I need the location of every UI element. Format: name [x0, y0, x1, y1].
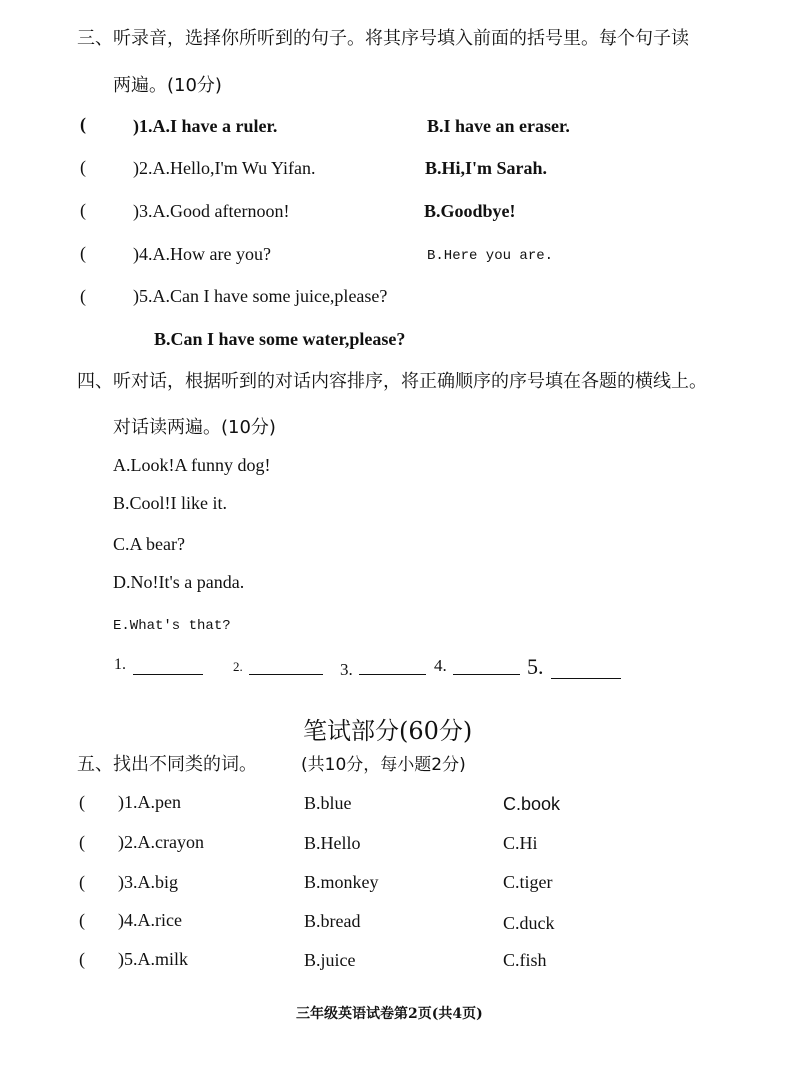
- blank-2-label: 2.: [233, 659, 243, 674]
- s5-item2-a: )2.A.crayon: [118, 832, 204, 852]
- s4-option-b: B.Cool!I like it.: [113, 493, 227, 513]
- s5-item1-c: C.book: [503, 794, 561, 814]
- s5-item1-b: B.blue: [304, 793, 352, 813]
- s3-item2-b: B.Hi,I'm Sarah.: [425, 158, 548, 178]
- s3-paren-2: (: [80, 157, 86, 177]
- s3-item2-a: )2.A.Hello,I'm Wu Yifan.: [133, 158, 316, 178]
- s3-item1-b: B.I have an eraser.: [427, 116, 570, 136]
- section3-heading: 三、听录音，选择你所听到的句子。将其序号填入前面的括号里。每个句子读: [77, 28, 689, 49]
- s3-item3-b: B.Goodbye!: [424, 201, 516, 221]
- s5-paren-3: (: [79, 872, 85, 892]
- s5-item5-b: B.juice: [304, 950, 356, 970]
- s5-item5-a: )5.A.milk: [118, 949, 188, 969]
- blank-2-line[interactable]: [249, 674, 323, 675]
- s3-item1-a: )1.A.I have a ruler.: [133, 116, 278, 136]
- s3-item5-b: B.Can I have some water,please?: [154, 329, 406, 349]
- s5-item3-b: B.monkey: [304, 872, 379, 892]
- s4-option-d: D.No!It's a panda.: [113, 572, 245, 592]
- s3-paren-3: (: [80, 200, 86, 220]
- s3-item4-a: )4.A.How are you?: [133, 244, 271, 264]
- blank-5-line[interactable]: [551, 678, 621, 679]
- section4-heading: 四、听对话，根据听到的对话内容排序，将正确顺序的序号填在各题的横线上。: [77, 371, 707, 392]
- s3-paren-4: (: [80, 243, 86, 263]
- s5-item5-c: C.fish: [503, 950, 547, 970]
- s3-item4-b: B.Here you are.: [427, 248, 554, 264]
- s5-paren-2: (: [79, 832, 85, 852]
- section5-heading: 五、找出不同类的词。: [77, 754, 257, 775]
- section3-heading-cont: 两遍。(10分): [113, 75, 222, 96]
- s5-item4-c: C.duck: [503, 913, 555, 933]
- s3-item3-a: )3.A.Good afternoon!: [133, 201, 290, 221]
- blank-3-label: 3.: [340, 660, 353, 679]
- s3-item5-a: )5.A.Can I have some juice,please?: [133, 286, 388, 306]
- s5-item1-a: )1.A.pen: [118, 792, 181, 812]
- s5-item4-a: )4.A.rice: [118, 910, 182, 930]
- blank-3-line[interactable]: [359, 674, 426, 675]
- s3-paren-1: (: [80, 114, 86, 134]
- s3-paren-5: (: [80, 286, 86, 306]
- section5-note: (共10分，每小题2分): [301, 755, 466, 775]
- written-section-title: 笔试部分(60分): [303, 717, 473, 745]
- s4-option-c: C.A bear?: [113, 534, 185, 554]
- blank-5-label: 5.: [527, 654, 544, 679]
- s4-option-e: E.What's that?: [113, 618, 231, 634]
- blank-4-label: 4.: [434, 656, 447, 675]
- page-footer: 三年级英语试卷第2页(共4页): [296, 1006, 483, 1022]
- s5-item3-a: )3.A.big: [118, 872, 178, 892]
- s5-paren-5: (: [79, 949, 85, 969]
- s5-item2-c: C.Hi: [503, 833, 538, 853]
- blank-1-line[interactable]: [133, 674, 203, 675]
- s5-paren-4: (: [79, 910, 85, 930]
- section4-heading-cont: 对话读两遍。(10分): [113, 417, 276, 438]
- s5-item4-b: B.bread: [304, 911, 361, 931]
- blank-4-line[interactable]: [453, 674, 520, 675]
- s4-option-a: A.Look!A funny dog!: [113, 455, 271, 475]
- s5-item2-b: B.Hello: [304, 833, 361, 853]
- s5-item3-c: C.tiger: [503, 872, 553, 892]
- s5-paren-1: (: [79, 792, 85, 812]
- blank-1-label: 1.: [114, 656, 126, 673]
